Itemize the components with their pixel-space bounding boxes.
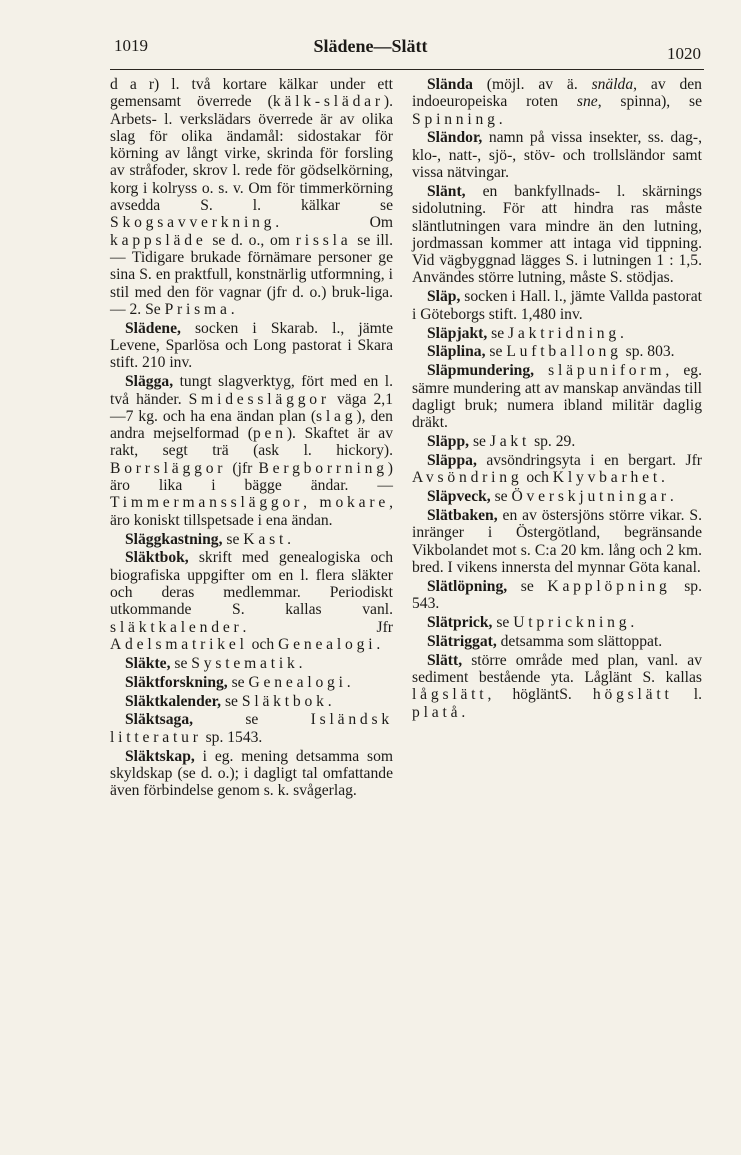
cross-reference: Systematik [191, 654, 299, 672]
headword: Släp, [427, 288, 461, 306]
headword: Slänt, [427, 182, 466, 200]
entry-text: , [303, 494, 320, 512]
dictionary-entry-slaktkalender [110, 693, 393, 710]
entry-text: . [346, 673, 351, 691]
entry-text: . Om [275, 214, 393, 232]
entry-text: sp. 29. [530, 433, 576, 451]
entry-text: sp. 1543. [201, 728, 263, 746]
entry-text: avsöndringsyta i en bergart. Jfr [476, 451, 702, 469]
dictionary-entry-slaktsaga [110, 711, 393, 746]
dictionary-entry-slant [412, 183, 702, 287]
entry-text: större område med plan, vanl. av sediment bestående yta. Låglänt S. kallas [412, 651, 702, 687]
entry-text: ), den andra mejselformad ( [110, 407, 393, 443]
entry-text: , av den indoeuropeiska roten [412, 76, 702, 111]
headword: Slätriggat, [427, 632, 497, 650]
headword: Släpjakt, [427, 324, 488, 342]
entry-text: se [227, 673, 249, 691]
entry-text: sp. 543. [412, 577, 702, 613]
entry-text: se [193, 711, 311, 729]
cross-reference: Jaktridning [508, 324, 620, 342]
cross-reference: Spinning [412, 110, 499, 128]
italic-term: snälda [591, 76, 634, 93]
headword: Släggkastning, [125, 530, 223, 548]
dictionary-entry-slapveck [412, 488, 702, 505]
entry-text: och [247, 635, 279, 653]
cross-reference: rissla [295, 231, 352, 249]
dictionary-entry-slatbaken [412, 507, 702, 576]
entry-text: . [287, 530, 291, 548]
dictionary-entry-slatt [412, 652, 702, 721]
entry-text: se [507, 577, 548, 595]
cross-reference: högslätt [592, 686, 673, 704]
entry-text: socken i Skarab. l., jämte Levene, Sparlösa och Long pastorat i Skara stift. 210 inv. [110, 319, 393, 372]
cross-reference: Klyvbarhet [552, 469, 661, 487]
page-number-right: 1020 [667, 44, 701, 63]
entry-text: i eg. mening detsamma som skyldskap (se d. o.); i dagligt tal omfattande även förbindelse genom s. k. svågerlag. [110, 747, 393, 800]
dictionary-entry-slatriggat [412, 633, 702, 650]
entry-text: . [669, 488, 674, 506]
dictionary-entry-slagga [110, 373, 393, 529]
cross-reference: lågslätt [412, 686, 488, 704]
left-column [110, 76, 393, 801]
dictionary-entry-slaktskap [110, 748, 393, 800]
continued-text [110, 76, 393, 318]
entry-text: ). Skaftet är av rakt, segt trä (ask l. hickory). [110, 425, 394, 460]
cross-reference: släpuniform [548, 362, 666, 380]
cross-reference: Avsöndring [412, 469, 523, 487]
cross-reference: Släktbok [241, 692, 328, 710]
headword: Slätbaken, [427, 507, 498, 525]
entry-text: . [376, 635, 381, 653]
cross-reference: mokare [319, 494, 390, 512]
cross-reference: Isländsk litteratur [110, 711, 393, 746]
headword: Slända [427, 76, 473, 93]
entry-text: och [522, 469, 553, 487]
entry-text [534, 362, 548, 379]
entry-text: , spinna), se [597, 93, 702, 111]
entry-text: . [230, 300, 235, 318]
cross-reference: Adelsmatrikel [110, 635, 248, 653]
dictionary-entry-slaktbok [110, 549, 393, 653]
entry-text: se ill. — Tidigare brukade förnämare personer ge sina S. en praktfull, konstnärlig utformning, i stil med den för vagnar (jfr d. o.) bruk-liga. — 2. Se [110, 231, 393, 318]
cross-reference: Skogsavverkning [110, 214, 276, 232]
dictionary-entry-slappa [412, 452, 702, 487]
cross-reference: Genealogi [278, 635, 377, 653]
dictionary-entry-slaggkastning [110, 531, 393, 548]
cross-reference: kappsläde [110, 231, 207, 249]
cross-reference: pen [252, 425, 287, 443]
entry-text: . [620, 324, 624, 342]
cross-reference: Timmermanssläggor [110, 494, 304, 512]
entry-text: detsamma som slättoppat. [496, 632, 663, 650]
headword: Släktbok, [125, 549, 189, 567]
entry-text: l. [672, 686, 702, 704]
entry-text: . [298, 654, 303, 672]
entry-text: ) äro lika i bägge ändar. — [110, 459, 393, 495]
entry-text: se [469, 433, 490, 451]
cross-reference: släktkalender [110, 618, 243, 636]
entry-text: . Jfr [242, 618, 393, 636]
cross-reference: Kapplöpning [547, 577, 671, 595]
entry-text: . [630, 614, 635, 632]
entry-text: (möjl. av ä. [472, 76, 592, 93]
entry-text: tungt slagverktyg, fört med en l. två händer. [110, 373, 393, 408]
cross-reference: Genealogi [248, 673, 347, 691]
headword: Släkte, [125, 654, 171, 672]
headword: Slädene, [125, 319, 181, 337]
headword: Slätprick, [427, 614, 493, 632]
entry-text: namn på vissa insekter, ss. dag-, klo-, natt-, sjö-, stöv- och trollsländor samt vissa nätvingar. [412, 129, 702, 182]
entry-text: . [461, 703, 466, 721]
cross-reference: Jakt [489, 433, 531, 451]
dictionary-entry-slatprick [412, 614, 702, 631]
entry-text: se [222, 530, 244, 548]
headword: Slätlöpning, [427, 577, 508, 595]
dictionary-entry-slanda [412, 76, 702, 128]
entry-text: (jfr [226, 459, 259, 477]
entry-text: skrift med genealogiska och biografiska uppgifter om en l. flera släkter och deras medlemmar. Periodiskt utkommande S. kallas vanl. [110, 549, 393, 619]
entry-text: . [660, 469, 665, 487]
cross-reference: Överskjutningar [511, 488, 670, 506]
running-head: Slädene—Slätt [313, 36, 428, 56]
cross-reference: Bergborrning [258, 459, 388, 477]
entry-text: , högläntS. [487, 686, 593, 704]
entry-text: , eg. sämre mundering att av manskap användas till dagligt bruk; numera ibland militär daglig dräkt. [412, 362, 702, 432]
cross-reference: Luftballong [506, 343, 622, 361]
entry-text: , äro koniskt tillspetsade i ena ändan. [110, 494, 393, 529]
entry-text: . [498, 110, 503, 128]
dictionary-entry-slakte [110, 655, 393, 672]
headword: Slätt, [427, 651, 463, 669]
headword: Släktsaga, [125, 711, 194, 729]
entry-text: . [327, 692, 332, 710]
entry-text: se [487, 324, 509, 342]
cross-reference: kälk-slädar [272, 93, 384, 111]
headword: Släktforskning, [125, 673, 228, 691]
dictionary-entry-slapjakt [412, 325, 702, 342]
headword: Släplina, [427, 343, 486, 361]
cross-reference: Smidessläggor [188, 390, 330, 408]
headword: Släktkalender, [125, 692, 222, 710]
cross-reference: Prisma [164, 300, 231, 318]
cross-reference: slag [316, 407, 357, 425]
headword: Släpmundering, [427, 362, 535, 380]
dictionary-entry-slapmundering [412, 362, 702, 431]
entry-text: se [170, 654, 192, 672]
headword: Sländor, [427, 129, 483, 147]
headword: Släktskap, [125, 747, 195, 765]
headword: Släppa, [427, 451, 477, 469]
dictionary-entry-slaplina [412, 343, 702, 360]
entry-text: se [485, 343, 507, 361]
italic-term: sne [576, 93, 598, 111]
entry-text: sp. 803. [621, 343, 675, 361]
cross-reference: Kast [243, 530, 288, 548]
dictionary-entry-slaktforskning [110, 674, 393, 691]
headword: Slägga, [125, 373, 174, 391]
dictionary-entry-slandor [412, 129, 702, 181]
headword: Släpp, [427, 433, 470, 451]
entry-text: se d. o., om [206, 231, 296, 249]
header-rule [110, 69, 704, 70]
entry-text: se [490, 488, 512, 506]
cross-reference: Utprickning [513, 614, 631, 632]
entry-text: en bankfyllnads- l. skärnings sidolutning. För att hindra ras måste släntlutningen vara mindre än den lutning, jordmassan kommer att intaga vid tippning. Vid vägbyggnad lägges S. i lutningen 1 : 1,5. Användes större lutning, måste S. stödjas. [412, 182, 702, 287]
dictionary-entry-sladene [110, 320, 393, 372]
entry-text: socken i Hall. l., jämte Vallda pastorat i Göteborgs stift. 1,480 inv. [412, 288, 702, 323]
page-number-left: 1019 [114, 36, 148, 55]
entry-text: väga 2,1—7 kg. och ha ena ändan plan ( [110, 390, 393, 425]
cross-reference: Borrsläggor [110, 459, 227, 477]
entry-text: se [492, 614, 514, 632]
entry-text: en av östersjöns större vikar. S. inränger i Östergötland, begränsande Vikbolandet mot s. C:a 20 km. lång och 2 km. bred. I vikens innersta del mynnar Göta kanal. [412, 507, 702, 576]
headword: Släpveck, [427, 488, 491, 506]
entry-text: d a r) l. två kortare kälkar under ett gemensamt överrede ( [110, 76, 393, 111]
entry-text: ). Arbets- l. verkslädars överrede är av olika slag för olika ändamål: sidostakar för körning av långt virke, skrinda för forsling av stråfoder, skrov l. rede för gödselkörning, korg i kolryss o. s. v. Om för timmerkörning avsedda S. l. kälkar se [110, 93, 393, 215]
right-column [412, 76, 702, 723]
cross-reference: platå [412, 703, 462, 721]
dictionary-entry-slatlopning [412, 578, 702, 613]
dictionary-entry-slap [412, 288, 702, 323]
dictionary-entry-slapp [412, 433, 702, 450]
entry-text: se [221, 692, 242, 710]
